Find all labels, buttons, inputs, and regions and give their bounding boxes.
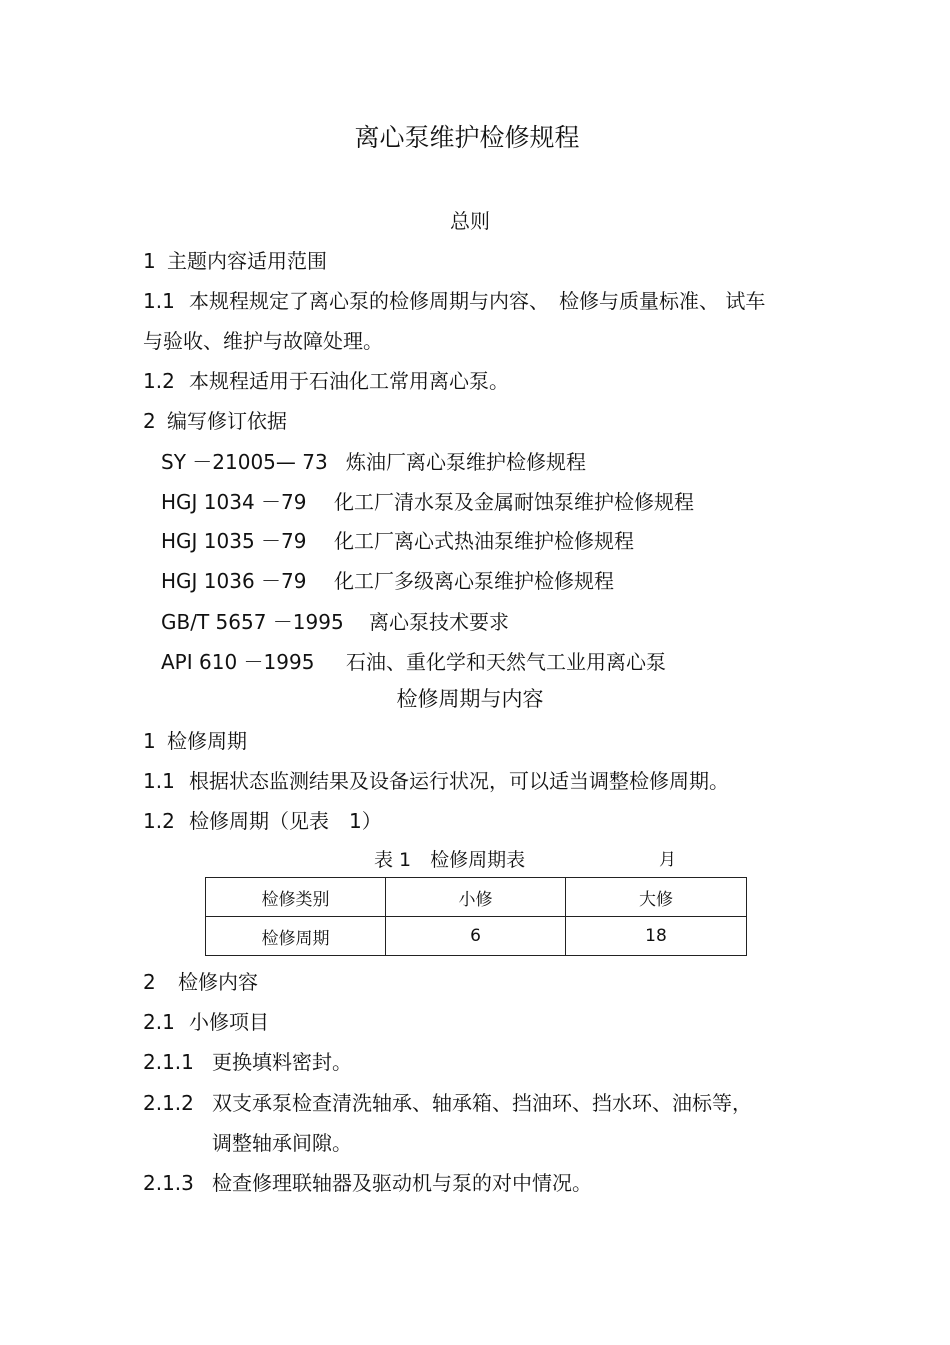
table-row [206, 917, 747, 956]
standard-code: API 610 －1995 [161, 650, 315, 674]
clause-number: 2 [143, 409, 156, 433]
clause-text: 本规程规定了离心泵的检修周期与内容、 检修与质量标准、 试车 [189, 289, 766, 313]
section-heading-general: 总则 [450, 209, 490, 233]
table-header-cell: 小修 [386, 878, 566, 917]
reference-standard [161, 612, 509, 632]
clause-text: 双支承泵检查清洗轴承、轴承箱、挡油环、挡水环、油标等， [212, 1091, 752, 1115]
standard-code: HGJ 1034 －79 [161, 490, 307, 514]
clause-number: 2.1.2 [143, 1091, 194, 1115]
clause-number: 1.1 [143, 769, 175, 793]
clause-1-2 [143, 811, 382, 831]
clause-2 [143, 411, 287, 431]
standard-name: 炼油厂离心泵维护检修规程 [346, 450, 586, 474]
standard-name: 化工厂离心式热油泵维护检修规程 [334, 529, 634, 553]
document-title: 离心泵维护检修规程 [354, 123, 580, 152]
section-heading-cycle: 检修周期与内容 [396, 687, 544, 711]
clause-1-1-continuation: 与验收、维护与故障处理。 [143, 329, 383, 353]
clause-number: 1 [143, 729, 156, 753]
clause-2-1 [143, 1012, 269, 1032]
maintenance-cycle-table [205, 877, 747, 956]
clause-text: 检修内容 [178, 970, 258, 994]
reference-standard [161, 492, 694, 512]
clause-2-1-2-continuation: 调整轴承间隙。 [212, 1131, 352, 1155]
clause-2-1-2 [143, 1093, 752, 1113]
clause-number: 1 [143, 249, 156, 273]
table-unit: 月 [659, 850, 676, 870]
table-cell: 6 [386, 917, 566, 956]
standard-name: 离心泵技术要求 [369, 610, 509, 634]
clause-1 [143, 731, 247, 751]
clause-1-1 [143, 771, 729, 791]
clause-2-1-1 [143, 1052, 352, 1072]
clause-number: 2.1.3 [143, 1171, 194, 1195]
clause-number: 2 [143, 970, 156, 994]
clause-number: 2.1 [143, 1010, 175, 1034]
table-header-cell: 大修 [566, 878, 747, 917]
clause-text: 编写修订依据 [167, 409, 287, 433]
clause-text: 检查修理联轴器及驱动机与泵的对中情况。 [212, 1171, 592, 1195]
table-header-row [206, 878, 747, 917]
clause-number: 1.1 [143, 289, 175, 313]
standard-name: 化工厂多级离心泵维护检修规程 [334, 569, 614, 593]
clause-2 [143, 972, 258, 992]
standard-name: 化工厂清水泵及金属耐蚀泵维护检修规程 [334, 490, 694, 514]
clause-number: 2.1.1 [143, 1050, 194, 1074]
reference-standard [161, 652, 666, 672]
clause-text: 更换填料密封。 [212, 1050, 352, 1074]
clause-1 [143, 251, 327, 271]
standard-code: SY －21005— 73 [161, 450, 328, 474]
clause-text: 检修周期（见表 1） [189, 809, 382, 833]
clause-text: 本规程适用于石油化工常用离心泵。 [189, 369, 509, 393]
standard-code: HGJ 1036 －79 [161, 569, 307, 593]
clause-text: 小修项目 [189, 1010, 269, 1034]
standard-code: HGJ 1035 －79 [161, 529, 307, 553]
clause-1-1 [143, 291, 765, 311]
table-cell: 18 [566, 917, 747, 956]
clause-text: 主题内容适用范围 [167, 249, 327, 273]
reference-standard [161, 571, 614, 591]
clause-text: 检修周期 [167, 729, 247, 753]
clause-text: 根据状态监测结果及设备运行状况，可以适当调整检修周期。 [189, 769, 729, 793]
table-caption: 表 1 检修周期表 [374, 849, 526, 871]
table-cell: 检修周期 [206, 917, 386, 956]
clause-1-2 [143, 371, 509, 391]
clause-2-1-3 [143, 1173, 592, 1193]
standard-name: 石油、重化学和天然气工业用离心泵 [346, 650, 666, 674]
standard-code: GB/T 5657 －1995 [161, 610, 344, 634]
reference-standard [161, 452, 586, 472]
table-header-cell: 检修类别 [206, 878, 386, 917]
clause-number: 1.2 [143, 809, 175, 833]
clause-number: 1.2 [143, 369, 175, 393]
reference-standard [161, 531, 634, 551]
